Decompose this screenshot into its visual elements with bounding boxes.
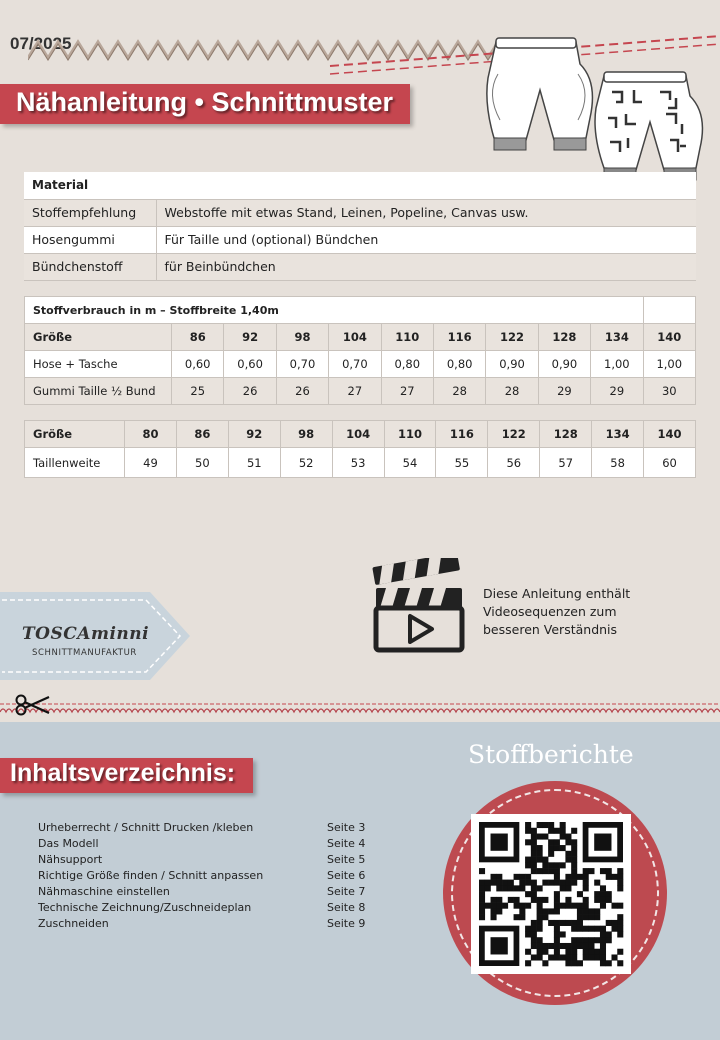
- size-cell: 122: [486, 324, 538, 351]
- value-cell: 29: [538, 378, 590, 405]
- value-cell: 0,80: [381, 351, 433, 378]
- toc-entry-page: Seite 9: [327, 917, 366, 930]
- size-cell: 122: [488, 421, 540, 448]
- value-cell: 26: [276, 378, 328, 405]
- value-cell: 27: [381, 378, 433, 405]
- list-item: [38, 837, 378, 853]
- waist-size-table: [24, 420, 696, 478]
- table-row: [25, 378, 696, 405]
- size-cell: 140: [644, 421, 696, 448]
- empty-cell: [643, 297, 695, 324]
- value-cell: 0,60: [224, 351, 276, 378]
- table-row: [25, 324, 696, 351]
- value-cell: 57: [540, 448, 592, 478]
- size-cell: 80: [125, 421, 177, 448]
- video-clapper-icon: [372, 558, 466, 654]
- value-cell: 53: [332, 448, 384, 478]
- material-value: Webstoffe mit etwas Stand, Leinen, Popeline, Canvas usw.: [156, 199, 696, 226]
- value-cell: 0,60: [172, 351, 224, 378]
- size-cell: 128: [540, 421, 592, 448]
- list-item: [38, 917, 378, 933]
- size-cell: 86: [172, 324, 224, 351]
- value-cell: 29: [591, 378, 643, 405]
- issue-date: 07/2025: [10, 34, 72, 53]
- toc-entry-label: Richtige Größe finden / Schnitt anpassen: [38, 869, 264, 882]
- list-item: [38, 901, 378, 917]
- value-cell: 1,00: [643, 351, 695, 378]
- value-cell: 56: [488, 448, 540, 478]
- row-label: Gummi Taille ½ Bund: [25, 378, 172, 405]
- value-cell: 1,00: [591, 351, 643, 378]
- material-heading: Material: [24, 172, 696, 199]
- toc-entry-label: Urheberrecht / Schnitt Drucken /kleben: [38, 821, 254, 834]
- size-cell: 110: [381, 324, 433, 351]
- size-cell: 134: [591, 324, 643, 351]
- size-cell: 116: [436, 421, 488, 448]
- size-cell: 86: [176, 421, 228, 448]
- size-cell: 116: [433, 324, 485, 351]
- value-cell: 50: [176, 448, 228, 478]
- stoffberichte-title: Stoffberichte: [468, 740, 634, 769]
- toc-entry-label: Das Modell: [38, 837, 99, 850]
- value-cell: 28: [486, 378, 538, 405]
- list-item: [38, 821, 378, 837]
- list-item: [38, 853, 378, 869]
- size-label: Größe: [25, 421, 125, 448]
- table-row: [25, 351, 696, 378]
- value-cell: 58: [592, 448, 644, 478]
- cut-line-stitch: [0, 703, 720, 715]
- video-note-line: Videosequenzen zum: [483, 604, 617, 619]
- value-cell: 0,90: [538, 351, 590, 378]
- value-cell: 0,70: [329, 351, 381, 378]
- qr-code-container[interactable]: [471, 814, 631, 974]
- value-cell: 49: [125, 448, 177, 478]
- table-row: [24, 253, 696, 280]
- fabric-table-caption: Stoffverbrauch in m – Stoffbreite 1,40m: [25, 297, 644, 324]
- size-cell: 110: [384, 421, 436, 448]
- toc-entry-page: Seite 7: [327, 885, 366, 898]
- material-label: Hosengummi: [24, 226, 156, 253]
- value-cell: 0,90: [486, 351, 538, 378]
- table-row: [25, 448, 696, 478]
- trousers-illustration: [478, 34, 600, 160]
- video-note-line: besseren Verständnis: [483, 622, 618, 637]
- value-cell: 54: [384, 448, 436, 478]
- toc-entry-label: Nähmaschine einstellen: [38, 885, 170, 898]
- video-note-line: Diese Anleitung enthält: [483, 586, 631, 601]
- toc-entry-label: Technische Zeichnung/Zuschneideplan: [38, 901, 252, 914]
- value-cell: 55: [436, 448, 488, 478]
- size-cell: 98: [280, 421, 332, 448]
- value-cell: 27: [329, 378, 381, 405]
- table-row: [25, 421, 696, 448]
- size-cell: 92: [224, 324, 276, 351]
- list-item: [38, 869, 378, 885]
- size-cell: 134: [592, 421, 644, 448]
- size-cell: 92: [228, 421, 280, 448]
- table-of-contents: [38, 821, 378, 933]
- row-label: Taillenweite: [25, 448, 125, 478]
- size-cell: 140: [643, 324, 695, 351]
- value-cell: 0,70: [276, 351, 328, 378]
- size-cell: 104: [329, 324, 381, 351]
- size-cell: 104: [332, 421, 384, 448]
- value-cell: 60: [644, 448, 696, 478]
- fabric-consumption-table: [24, 296, 696, 405]
- material-label: Stoffempfehlung: [24, 199, 156, 226]
- value-cell: 25: [172, 378, 224, 405]
- toc-entry-page: Seite 5: [327, 853, 366, 866]
- toc-entry-page: Seite 8: [327, 901, 366, 914]
- value-cell: 30: [643, 378, 695, 405]
- table-row: [24, 199, 696, 226]
- value-cell: 26: [224, 378, 276, 405]
- material-label: Bündchenstoff: [24, 253, 156, 280]
- toc-entry-page: Seite 3: [327, 821, 366, 834]
- toc-entry-label: Zuschneiden: [38, 917, 109, 930]
- toc-banner: [0, 758, 253, 793]
- size-cell: 98: [276, 324, 328, 351]
- toc-entry-page: Seite 6: [327, 869, 366, 882]
- table-row: [24, 226, 696, 253]
- scissors-icon: [15, 694, 51, 716]
- value-cell: 0,80: [433, 351, 485, 378]
- brand-logo: TOSCAminni: [22, 624, 150, 644]
- title-banner: [0, 84, 410, 124]
- video-note: [483, 585, 653, 639]
- toc-title: Inhaltsverzeichnis:: [10, 759, 236, 787]
- row-label: Hose + Tasche: [25, 351, 172, 378]
- material-value: für Beinbündchen: [156, 253, 696, 280]
- value-cell: 52: [280, 448, 332, 478]
- value-cell: 51: [228, 448, 280, 478]
- value-cell: 28: [433, 378, 485, 405]
- material-value: Für Taille und (optional) Bündchen: [156, 226, 696, 253]
- qr-code[interactable]: [471, 814, 631, 974]
- toc-entry-page: Seite 4: [327, 837, 366, 850]
- size-cell: 128: [538, 324, 590, 351]
- material-table: [24, 172, 696, 281]
- brand-subtitle: SCHNITTMANUFAKTUR: [32, 648, 137, 658]
- size-label: Größe: [25, 324, 172, 351]
- page-title: Nähanleitung • Schnittmuster: [16, 87, 393, 117]
- list-item: [38, 885, 378, 901]
- toc-entry-label: Nähsupport: [38, 853, 103, 866]
